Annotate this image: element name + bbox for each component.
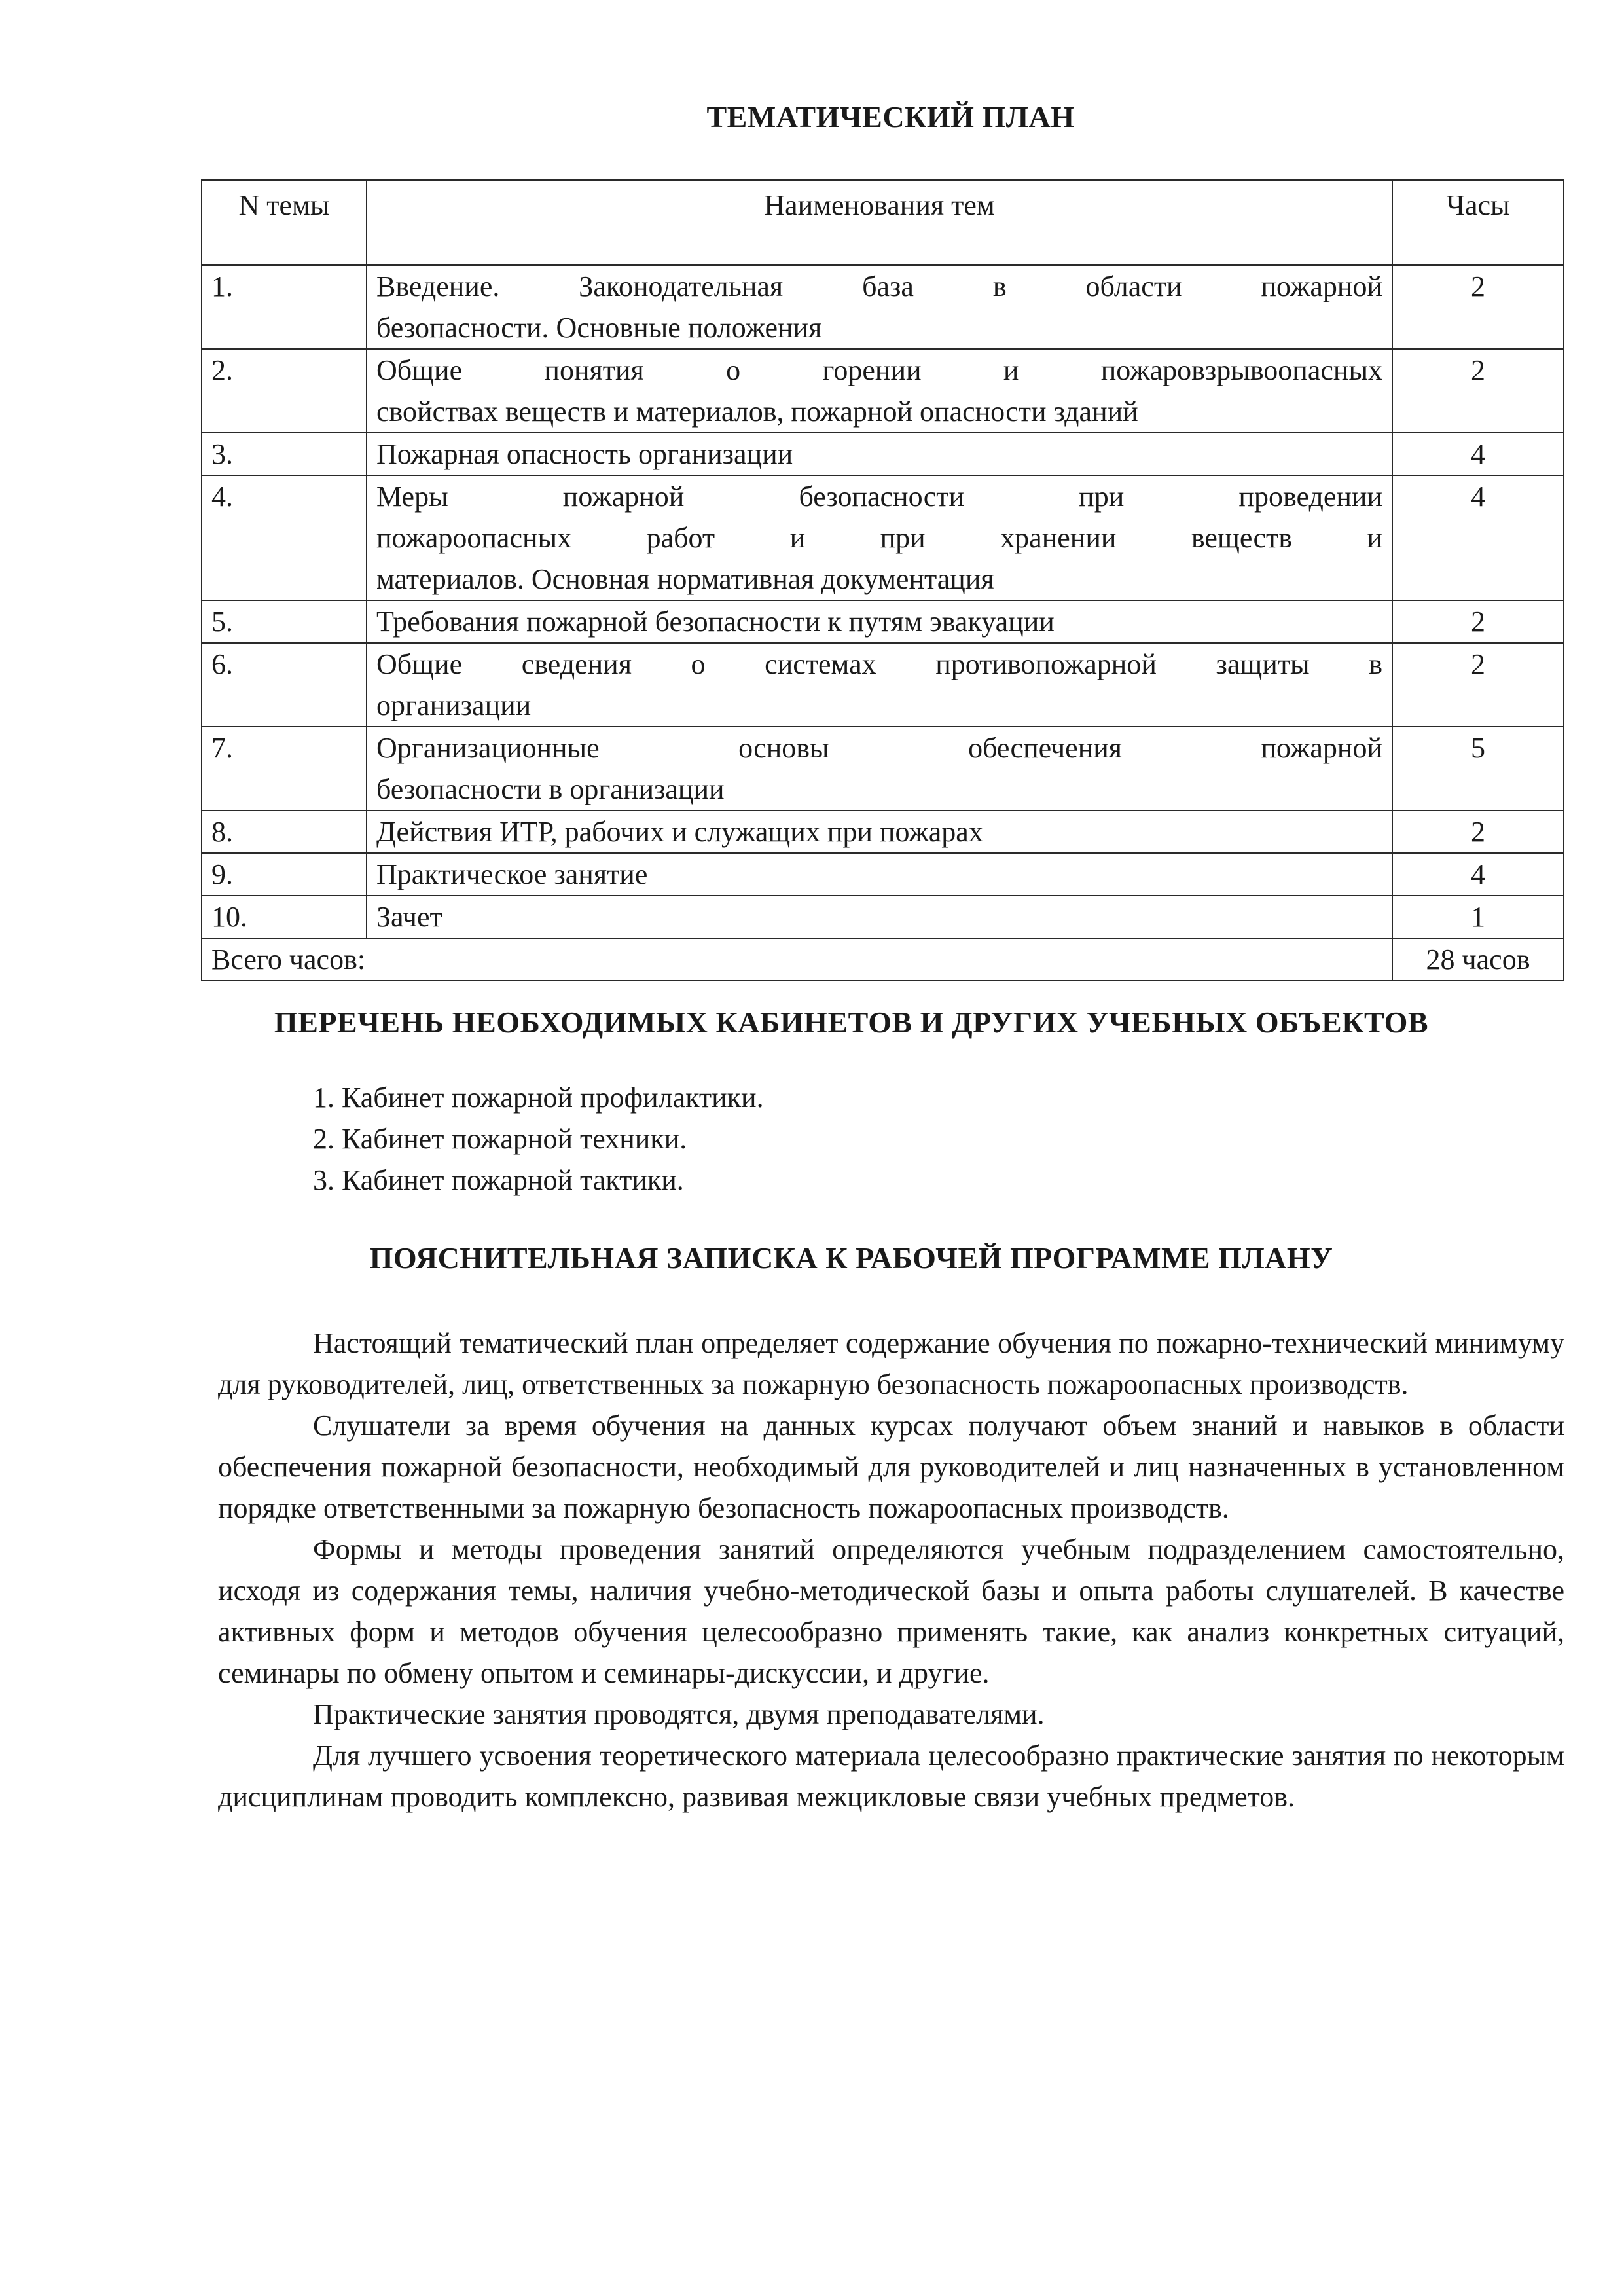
table-row	[202, 265, 1564, 349]
table-row	[202, 475, 1564, 600]
table-total-row	[202, 938, 1564, 981]
topic-number: 4.	[202, 475, 367, 600]
topic-name	[367, 853, 1392, 896]
topic-hours: 2	[1392, 265, 1564, 349]
topic-name-line: свойствах веществ и материалов, пожарной опасности зданий	[376, 395, 1138, 428]
topic-name-line: Организационные основы обеспечения пожарной	[376, 732, 1382, 764]
explanatory-note	[218, 1322, 1564, 1817]
note-paragraph: Слушатели за время обучения на данных курсах получают объем знаний и навыков в области обеспечения пожарной безопасности, необходимый для руководителей и лиц назначенных в установленном порядке ответственными за пожарную безопасность пожароопасных производств.	[218, 1410, 1564, 1524]
thematic-plan-table	[201, 179, 1564, 981]
topic-name-line: пожароопасных работ и при хранении веществ и	[376, 522, 1382, 554]
topic-number: 9.	[202, 853, 367, 896]
topic-name-line: Требования пожарной безопасности к путям эвакуации	[376, 606, 1055, 638]
thematic-plan-title: ТЕМАТИЧЕСКИЙ ПЛАН	[706, 100, 1075, 134]
rooms-list	[313, 1077, 764, 1201]
table-row	[202, 600, 1564, 643]
topic-name-line: Действия ИТР, рабочих и служащих при пожарах	[376, 816, 983, 848]
topic-number: 1.	[202, 265, 367, 349]
topic-hours: 5	[1392, 727, 1564, 811]
topic-number: 7.	[202, 727, 367, 811]
list-item: 2. Кабинет пожарной техники.	[313, 1123, 687, 1155]
topic-number: 5.	[202, 600, 367, 643]
topic-number: 10.	[202, 896, 367, 938]
header-topic-name: Наименования тем	[367, 180, 1392, 265]
table-row	[202, 643, 1564, 727]
topic-name-line: безопасности. Основные положения	[376, 312, 822, 344]
topic-name	[367, 727, 1392, 811]
topic-hours: 4	[1392, 433, 1564, 475]
topic-name-line: Практическое занятие	[376, 858, 648, 890]
topic-hours: 2	[1392, 811, 1564, 853]
topic-name-line: безопасности в организации	[376, 773, 725, 805]
header-hours: Часы	[1392, 180, 1564, 265]
topic-number: 3.	[202, 433, 367, 475]
topic-number: 2.	[202, 349, 367, 433]
topic-name	[367, 811, 1392, 853]
topic-name-line: Зачет	[376, 901, 442, 933]
topic-name	[367, 433, 1392, 475]
topic-hours: 1	[1392, 896, 1564, 938]
topic-name	[367, 349, 1392, 433]
topic-name	[367, 643, 1392, 727]
topic-number: 8.	[202, 811, 367, 853]
topic-name	[367, 475, 1392, 600]
topic-hours: 2	[1392, 349, 1564, 433]
total-value: 28 часов	[1392, 938, 1564, 981]
note-paragraph: Настоящий тематический план определяет содержание обучения по пожарно-технический минимуму для руководителей, лиц, ответственных за пожарную безопасность пожароопасных производств.	[218, 1327, 1564, 1400]
topic-name-line: Пожарная опасность организации	[376, 438, 793, 470]
table-row	[202, 853, 1564, 896]
table-row	[202, 896, 1564, 938]
note-paragraph: Формы и методы проведения занятий определяются учебным подразделением самостоятельно, исходя из содержания темы, наличия учебно-методической базы и опыта работы слушателей. В качестве активных форм и методов обучения целесообразно применять такие, как анализ конкретных ситуаций, семинары по обмену опытом и семинары-дискуссии, и другие.	[218, 1533, 1564, 1689]
topic-name-line: Меры пожарной безопасности при проведении	[376, 481, 1382, 513]
topic-name-line: материалов. Основная нормативная документация	[376, 563, 994, 595]
topic-hours: 2	[1392, 643, 1564, 727]
topic-name-line: Общие понятия о горении и пожаровзрывоопасных	[376, 354, 1382, 386]
note-paragraph: Практические занятия проводятся, двумя преподавателями.	[313, 1698, 1045, 1730]
header-topic-number: N темы	[202, 180, 367, 265]
topic-hours: 2	[1392, 600, 1564, 643]
total-label: Всего часов:	[202, 938, 1392, 981]
rooms-list-title: ПЕРЕЧЕНЬ НЕОБХОДИМЫХ КАБИНЕТОВ И ДРУГИХ УЧЕБНЫХ ОБЪЕКТОВ	[274, 1006, 1429, 1039]
table-row	[202, 727, 1564, 811]
table-row	[202, 811, 1564, 853]
explanatory-note-title: ПОЯСНИТЕЛЬНАЯ ЗАПИСКА К РАБОЧЕЙ ПРОГРАММЕ ПЛАНУ	[369, 1241, 1333, 1275]
topic-name	[367, 600, 1392, 643]
topic-name-line: Общие сведения о системах противопожарной защиты в	[376, 648, 1382, 680]
note-paragraph: Для лучшего усвоения теоретического материала целесообразно практические занятия по некоторым дисциплинам проводить комплексно, развивая межцикловые связи учебных предметов.	[218, 1740, 1564, 1813]
topic-name	[367, 896, 1392, 938]
list-item: 1. Кабинет пожарной профилактики.	[313, 1082, 764, 1114]
topic-number: 6.	[202, 643, 367, 727]
table-row	[202, 433, 1564, 475]
topic-hours: 4	[1392, 475, 1564, 600]
table-row	[202, 349, 1564, 433]
table-header-row	[202, 180, 1564, 265]
list-item: 3. Кабинет пожарной тактики.	[313, 1164, 684, 1196]
topic-name-line: организации	[376, 689, 532, 721]
topic-name	[367, 265, 1392, 349]
topic-hours: 4	[1392, 853, 1564, 896]
topic-name-line: Введение. Законодательная база в области пожарной	[376, 270, 1382, 302]
